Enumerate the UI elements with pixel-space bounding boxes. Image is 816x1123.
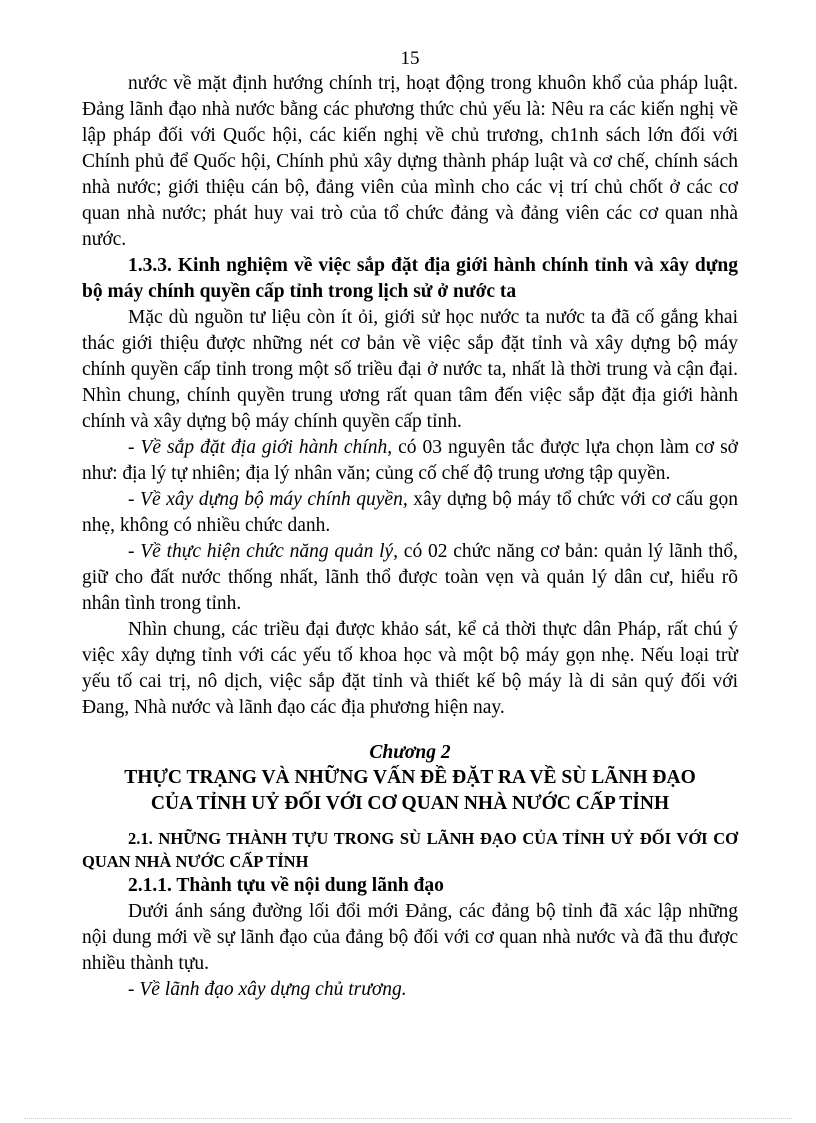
bullet-text: có 02 chức năng cơ bản: quản lý lãnh thổ, giữ cho đất nước thống nhất, lãnh thổ được toàn vẹn và quản lý dân cư, hiểu rõ nhân tình trong tỉnh. <box>82 541 739 614</box>
section-2-1: 2.1. NHỮNG THÀNH TỰU TRONG SÙ LÃNH ĐẠO CỦA TỈNH UỶ ĐỐI VỚI CƠ QUAN NHÀ NƯỚC CẤP TỈNH <box>82 829 738 871</box>
chapter-title-line-2: CỦA TỈNH UỶ ĐỐI VỚI CƠ QUAN NHÀ NƯỚC CẤP TỈNH <box>150 793 670 814</box>
paragraph-history: Mặc dù nguồn tư liệu còn ít ỏi, giới sử học nước ta nước ta đã cố gắng khai thác giới thiệu được những nét cơ bản về việc sắp đặt tỉnh và xây dựng bộ máy chính quyền cấp tỉnh trong một số triều đại ở nước ta, nhất là thời trung và cận đại. Nhìn chung, chính quyền trung ương rất quan tâm đến việc sắp đặt địa giới hành chính và xây dựng bộ máy chính quyền cấp tỉnh. <box>82 307 738 432</box>
heading-1-3-3: 1.3.3. Kinh nghiệm về việc sắp đặt địa giới hành chính tỉnh và xây dựng bộ máy chính quyền cấp tỉnh trong lịch sử ở nước ta <box>82 255 738 302</box>
bullet-apparatus <box>82 487 738 539</box>
bullet-lead: - Về thực hiện chức năng quản lý, <box>128 541 399 562</box>
document-page <box>82 48 738 1003</box>
bullet-text: xây dựng bộ máy tổ chức với cơ cấu gọn nhẹ, không có nhiều chức danh. <box>82 489 738 536</box>
page-number: 15 <box>400 48 420 69</box>
subsection-2-1-1: 2.1.1. Thành tựu về nội dung lãnh đạo <box>128 875 444 896</box>
bullet-boundaries <box>82 435 738 487</box>
chapter-label: Chương 2 <box>369 742 451 763</box>
bullet-lead: - Về xây dựng bộ máy chính quyền, <box>128 489 408 510</box>
bullet-management <box>82 539 738 617</box>
chapter-title-line-1: THỰC TRẠNG VÀ NHỮNG VẤN ĐỀ ĐẶT RA VỀ SÙ LÃNH ĐẠO <box>124 767 696 788</box>
bullet-text: có 03 nguyên tắc được lựa chọn làm cơ sở như: địa lý tự nhiên; địa lý nhân văn; củng cố chế độ trung ương tập quyền. <box>82 437 738 484</box>
paragraph-conclusion: Nhìn chung, các triều đại được khảo sát, kể cả thời thực dân Pháp, rất chú ý việc xây dựng tỉnh với các yếu tố khoa học và một bộ máy gọn nhẹ. Nếu loại trừ yếu tố cai trị, nô dịch, việc sắp đặt tỉnh và thiết kế bộ máy là di sản quý đối với Đang, Nhà nước và lãnh đạo các địa phương hiện nay. <box>82 619 738 718</box>
bullet-policy: - Về lãnh đạo xây dựng chủ trương. <box>128 979 407 1000</box>
bullet-lead: - Về sắp đặt địa giới hành chính, <box>128 437 393 458</box>
paragraph-intro: nước về mặt định hướng chính trị, hoạt động trong khuôn khổ của pháp luật. Đảng lãnh đạo nhà nước bằng các phương thức chủ yếu là: Nêu ra các kiến nghị về lập pháp đối với Quốc hội, các kiến nghị về chủ trương, ch1nh sách lớn đối với Chính phủ để Quốc hội, Chính phủ xây dựng thành pháp luật và cơ chế, chính sách nhà nước; giới thiệu cán bộ, đảng viên của mình cho các vị trí chủ chốt ở các cơ quan nhà nước; phát huy vai trò của tổ chức đảng và đảng viên các cơ quan nhà nước. <box>82 73 738 250</box>
paragraph-achievements: Dưới ánh sáng đường lối đổi mới Đảng, các đảng bộ tỉnh đã xác lập những nội dung mới về sự lãnh đạo của đảng bộ đối với cơ quan nhà nước và đã thu được nhiều thành tựu. <box>82 901 738 974</box>
page-bottom-divider <box>24 1118 792 1119</box>
